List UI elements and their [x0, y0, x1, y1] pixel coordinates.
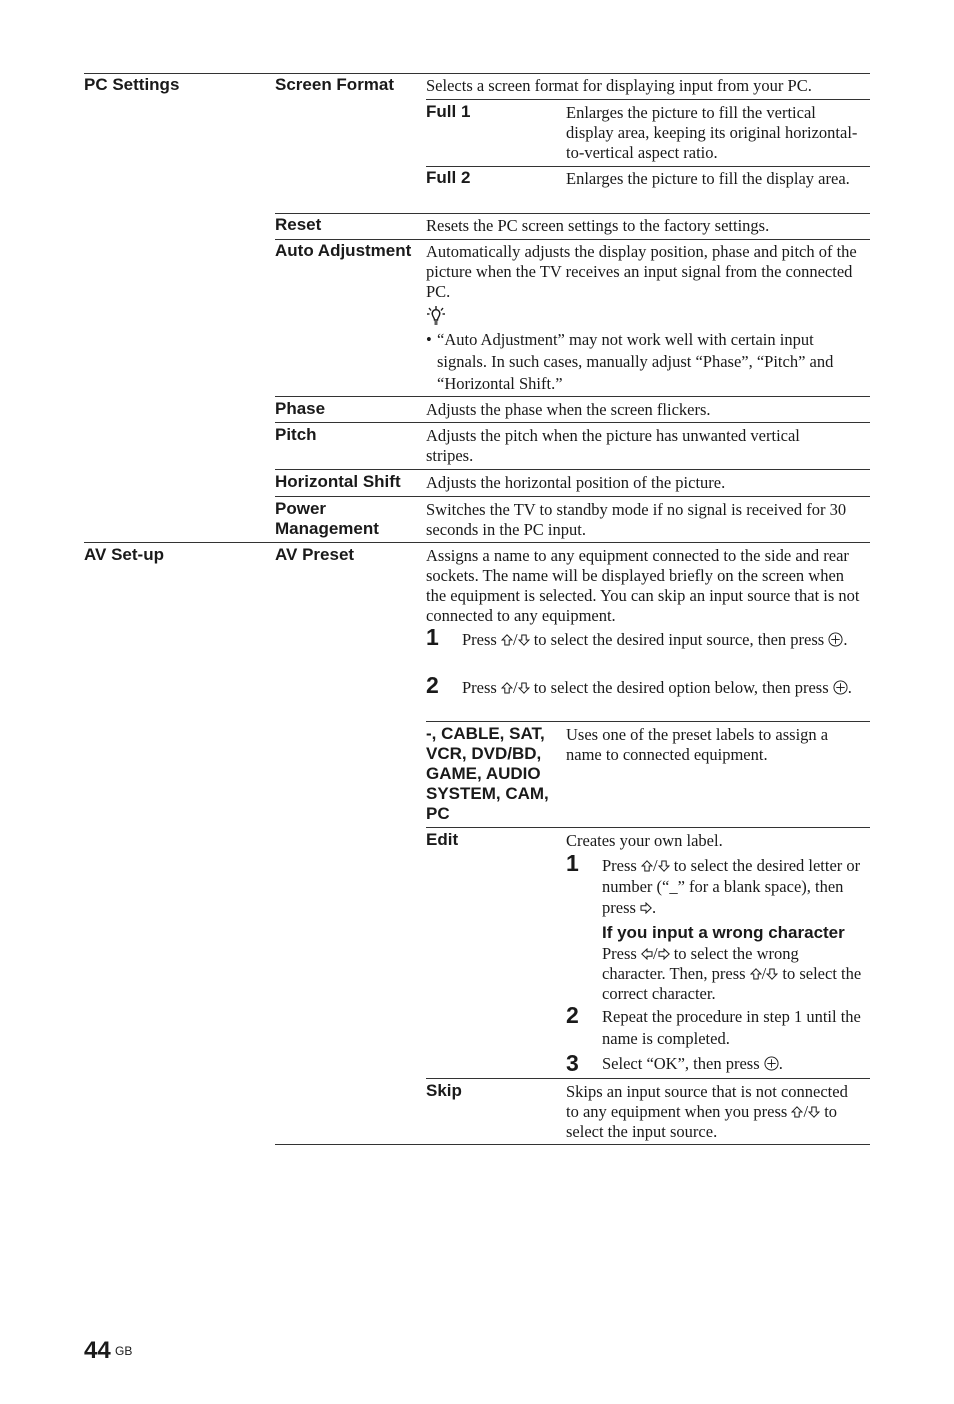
av-preset-step2	[462, 676, 867, 699]
up-arrow-icon	[641, 860, 653, 872]
page-number: 44	[84, 1337, 111, 1364]
step-number: 3	[566, 1050, 579, 1076]
step-text: Press	[602, 856, 641, 875]
wrong-character-heading: If you input a wrong character	[602, 923, 845, 942]
rule-skip	[426, 1078, 870, 1079]
desc-skip	[566, 1082, 856, 1142]
hint-lightbulb-icon	[426, 305, 446, 327]
step-text: Press	[462, 678, 501, 697]
wrong-text: to select the wrong character. Then, press	[602, 944, 799, 983]
rule-reset	[275, 213, 870, 214]
step-text: .	[843, 630, 848, 649]
arrow-separator: /	[652, 944, 658, 963]
arrow-separator: /	[512, 630, 518, 649]
desc-power-management: Switches the TV to standby mode if no signal is received for 30 seconds in the PC input.	[426, 500, 847, 539]
enter-button-icon	[833, 680, 848, 695]
item-power-management: Power Management	[275, 499, 379, 538]
section-av-setup: AV Set-up	[84, 545, 164, 564]
step-text: .	[847, 678, 852, 697]
up-arrow-icon	[791, 1106, 803, 1118]
tip-bullet: •	[426, 330, 432, 349]
desc-auto-adjustment: Automatically adjusts the display position, phase and pitch of the picture when the TV receives an input signal from the connected PC.	[426, 242, 857, 301]
item-reset: Reset	[275, 215, 322, 234]
desc-phase: Adjusts the phase when the screen flickers.	[426, 400, 711, 419]
item-horizontal-shift: Horizontal Shift	[275, 472, 401, 491]
down-arrow-icon	[518, 682, 530, 694]
option-full2: Full 2	[426, 168, 471, 187]
item-av-preset: AV Preset	[275, 545, 355, 564]
desc-reset: Resets the PC screen settings to the factory settings.	[426, 216, 770, 235]
edit-step3	[602, 1054, 866, 1074]
right-arrow-icon	[640, 902, 652, 914]
rule-av-setup	[84, 542, 870, 543]
step-text: .	[778, 1054, 783, 1073]
left-arrow-icon	[641, 948, 653, 960]
wrong-text: Press	[602, 944, 641, 963]
desc-screen-format: Selects a screen format for displaying input from your PC.	[426, 76, 812, 95]
step-number: 1	[566, 850, 579, 876]
option-preset-labels: -, CABLE, SAT, VCR, DVD/BD, GAME, AUDIO SYSTEM, CAM, PC	[426, 724, 549, 823]
wrong-text: to select the correct character.	[602, 964, 862, 1003]
enter-button-icon	[828, 632, 843, 647]
desc-horizontal-shift: Adjusts the horizontal position of the picture.	[426, 473, 726, 492]
item-pitch: Pitch	[275, 425, 317, 444]
item-auto-adjustment: Auto Adjustment	[275, 241, 412, 260]
item-phase: Phase	[275, 399, 326, 418]
edit-step1	[602, 855, 866, 918]
wrong-character-text	[602, 944, 866, 1004]
down-arrow-icon	[808, 1106, 820, 1118]
rule-phase	[275, 396, 870, 397]
av-preset-step1	[462, 628, 862, 651]
skip-text: to select the input source.	[566, 1102, 838, 1141]
step-number: 2	[426, 672, 439, 698]
rule-power-management	[275, 496, 870, 497]
tip-auto-adjustment: “Auto Adjustment” may not work well with certain input signals. In such cases, manually adjust “Phase”, “Pitch” and “Horizontal Shift.”	[437, 330, 834, 393]
desc-av-preset: Assigns a name to any equipment connected to the side and rear sockets. The name will be displayed briefly on the screen when the equipment is selected. You can skip an input source that is not connected to any equipment.	[426, 546, 860, 625]
skip-text: Skips an input source that is not connected to any equipment when you press	[566, 1082, 848, 1121]
step-text: Press	[462, 630, 501, 649]
desc-edit: Creates your own label.	[566, 831, 723, 850]
edit-step2: Repeat the procedure in step 1 until the name is completed.	[602, 1007, 861, 1048]
step-text: to select the desired option below, then press	[529, 678, 833, 697]
up-arrow-icon	[501, 634, 513, 646]
arrow-separator: /	[512, 678, 518, 697]
option-edit: Edit	[426, 830, 459, 849]
step-text: Select “OK”, then press	[602, 1054, 764, 1073]
item-screen-format: Screen Format	[275, 75, 395, 94]
rule-top	[84, 73, 870, 74]
step-number: 2	[566, 1002, 579, 1028]
step-text: to select the desired input source, then press	[529, 630, 829, 649]
desc-preset-labels: Uses one of the preset labels to assign a name to connected equipment.	[566, 725, 829, 764]
option-skip: Skip	[426, 1081, 462, 1100]
rule-bottom	[275, 1144, 870, 1145]
page-region: GB	[115, 1344, 133, 1358]
up-arrow-icon	[501, 682, 513, 694]
arrow-separator: /	[803, 1102, 809, 1121]
rule-pitch	[275, 422, 870, 423]
rule-edit	[426, 827, 870, 828]
section-pc-settings: PC Settings	[84, 75, 180, 94]
step-text: to select the desired letter or number (“_” for a blank space), then press	[602, 856, 861, 917]
step-number: 1	[426, 624, 439, 650]
right-arrow-icon	[658, 948, 670, 960]
desc-pitch: Adjusts the pitch when the picture has unwanted vertical stripes.	[426, 426, 800, 465]
up-arrow-icon	[750, 968, 762, 980]
arrow-separator: /	[652, 856, 658, 875]
rule-preset-labels	[426, 721, 870, 722]
desc-full2: Enlarges the picture to fill the display area.	[566, 169, 850, 188]
option-full1: Full 1	[426, 102, 471, 121]
down-arrow-icon	[658, 860, 670, 872]
rule-horizontal-shift	[275, 469, 870, 470]
arrow-separator: /	[761, 964, 767, 983]
rule-full1	[426, 166, 870, 167]
down-arrow-icon	[766, 968, 778, 980]
desc-full1: Enlarges the picture to fill the vertical display area, keeping its original horizontal-to-vertical aspect ratio.	[566, 103, 858, 162]
enter-button-icon	[764, 1056, 779, 1071]
rule-screen-format	[426, 99, 870, 100]
rule-auto-adjustment	[275, 239, 870, 240]
step-text: .	[652, 898, 657, 917]
down-arrow-icon	[518, 634, 530, 646]
